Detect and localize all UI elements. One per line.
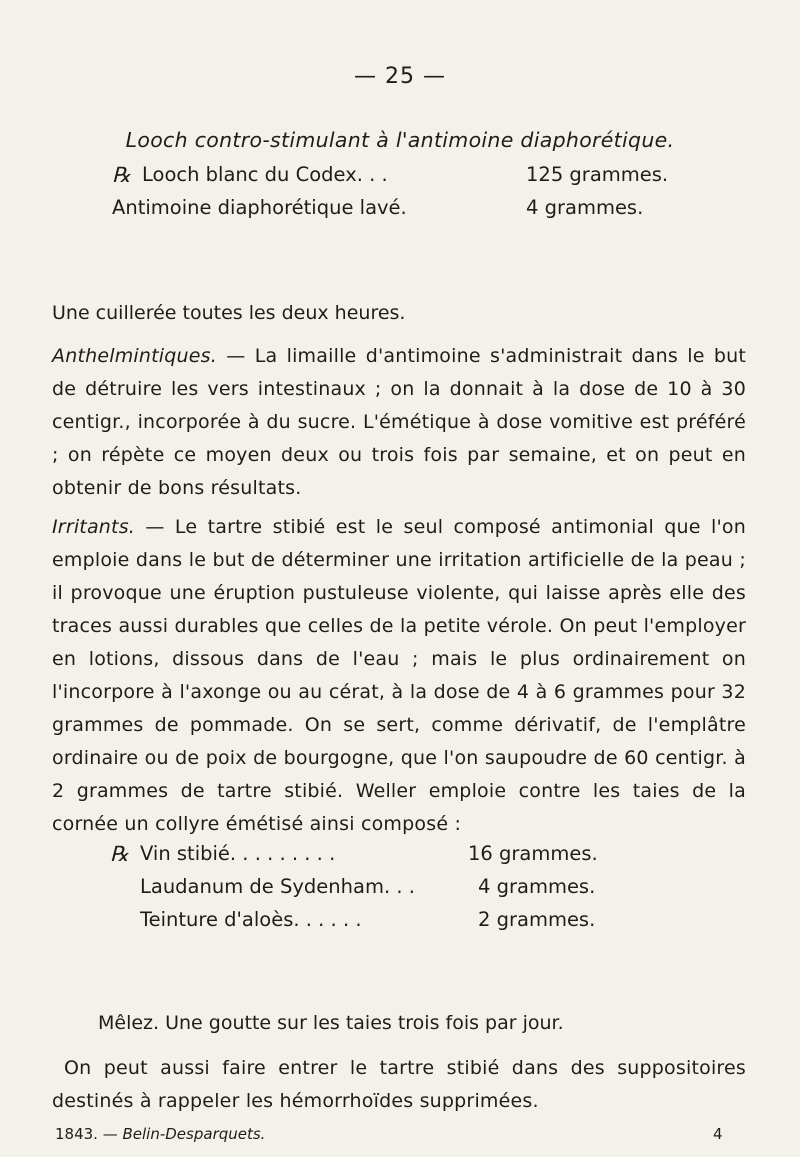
rx-symbol: ℞: [112, 163, 131, 187]
paragraph-suppositoires: On peut aussi faire entrer le tartre stibié dans des suppositoires destinés à rappeler les hémorrhoïdes supprimées.: [52, 1057, 746, 1112]
signature-mark: 4: [713, 1125, 723, 1143]
ingredient: Antimoine diaphorétique lavé.: [112, 196, 407, 219]
quantity: 4 grammes.: [526, 196, 644, 219]
paragraph-text: — Le tartre stibié est le seul composé antimonial que l'on emploie dans le but de déterminer une irritation artificielle de la peau ; il provoque une éruption pustuleuse violente, qui laisse après elle des traces aussi durables que celles de la petite vérole. On peut l'employer en lotions, dissous dans de l'eau ; mais le plus ordinairement on l'incorpore à l'axonge ou au cérat, à la dose de 4 à 6 grammes pour 32 grammes de pommade. On se sert, comme dérivatif, de l'emplâtre ordinaire ou de poix de bourgogne, que l'on saupoudre de 60 centigr. à 2 grammes de tartre stibié. Weller emploie contre les taies de la cornée un collyre émétisé ainsi composé :: [52, 516, 746, 835]
quantity: 4 grammes.: [478, 875, 596, 898]
rx-symbol: ℞: [110, 842, 129, 866]
footer-imprint: [55, 1125, 265, 1143]
paragraph-lead: Irritants.: [52, 516, 136, 538]
section-title: Looch contro-stimulant à l'antimoine diaphorétique.: [125, 128, 675, 152]
footer-publisher: Belin-Desparquets.: [122, 1125, 266, 1143]
quantity: 125 grammes.: [526, 163, 669, 186]
ingredient: Teinture d'aloès. . . . . .: [140, 908, 362, 931]
quantity: 2 grammes.: [478, 908, 596, 931]
ingredient: Vin stibié. . . . . . . . .: [140, 842, 336, 865]
paragraph-text: — La limaille d'antimoine s'administrait dans le but de détruire les vers intestinaux ; on la donnait à la dose de 10 à 30 centigr., incorporée à du sucre. L'émétique à dose vomitive est préféré ; on répète ce moyen deux ou trois fois par semaine, et on peut en obtenir de bons résultats.: [52, 345, 746, 499]
page-number: — 25 —: [354, 64, 446, 89]
melez-line: Mêlez. Une goutte sur les taies trois fois par jour.: [98, 1012, 564, 1034]
ingredient: Laudanum de Sydenham. . .: [140, 875, 415, 898]
ingredient: Looch blanc du Codex. . .: [142, 163, 388, 186]
footer-year: 1843. —: [55, 1125, 123, 1143]
dose-line: Une cuillerée toutes les deux heures.: [52, 302, 406, 324]
paragraph-anthelmintiques: [52, 340, 746, 505]
paragraph-irritants: [52, 511, 746, 841]
paragraph-lead: Anthelmintiques.: [52, 345, 217, 367]
quantity: 16 grammes.: [468, 842, 598, 865]
